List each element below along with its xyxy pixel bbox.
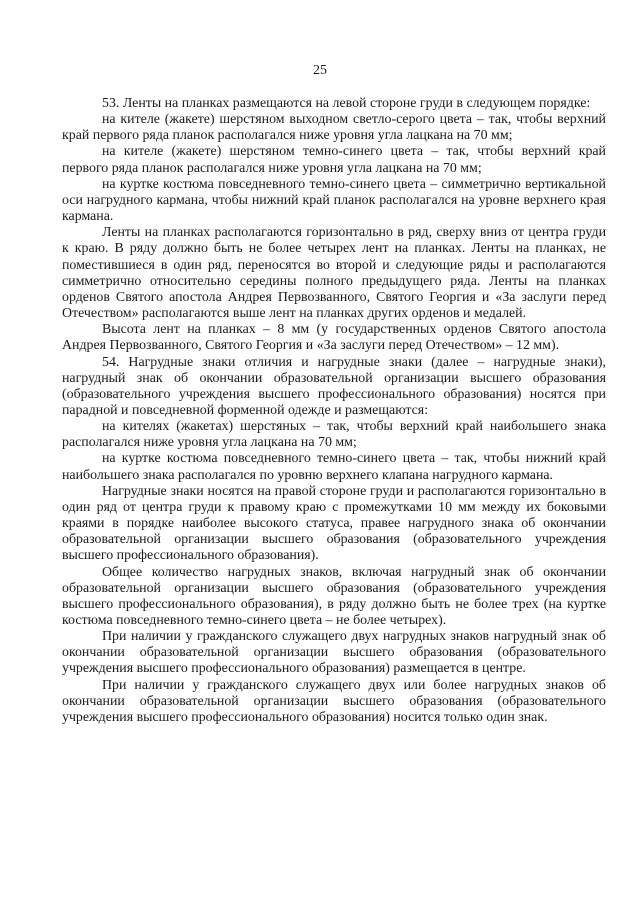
paragraph-dark-blue-jacket: на кителе (жакете) шерстяном темно-синего цвета – так, чтобы верхний край первого ряда планок располагался ниже уровня угла лацкана на 70 мм; <box>62 144 606 176</box>
paragraph-multiple-diploma-badges: При наличии у гражданского служащего двух или более нагрудных знаков об окончании образовательной организации высшего образования (образовательного учреждения высшего профессионального образования) носится только один знак. <box>62 677 606 725</box>
page-number: 25 <box>313 63 327 78</box>
paragraph-badges-count: Общее количество нагрудных знаков, включая нагрудный знак об окончании образовательной организации высшего образования (образовательного учреждения высшего профессионального образования), в ряду должно быть не более трех (на куртке костюма повседневного темно-синего цвета – не более четырех). <box>62 564 606 628</box>
paragraph-badges-placement: Нагрудные знаки носятся на правой стороне груди и располагаются горизонтально в один ряд от центра груди к правому краю с промежутками 10 мм между их боковыми краями в порядке наиболее высокого статуса, правее нагрудного знака об окончании образовательной организации высшего образования (образовательного учреждения высшего профессионального образования). <box>62 483 606 564</box>
paragraph-54-intro: 54. Нагрудные знаки отличия и нагрудные знаки (далее – нагрудные знаки), нагрудный знак об окончании образовательной организации высшего образования (образовательного учреждения высшего профессионального образования) носятся при парадной и повседневной форменной одежде и размещаются: <box>62 354 606 418</box>
paragraph-two-badges: При наличии у гражданского служащего двух нагрудных знаков нагрудный знак об окончании образовательной организации высшего образования (образовательного учреждения высшего профессионального образования) размещается в центре. <box>62 629 606 677</box>
paragraph-ribbon-rows: Ленты на планках располагаются горизонтально в ряд, сверху вниз от центра груди к краю. В ряду должно быть не более четырех лент на планках. Ленты на планках, не поместившиеся в один ряд, переносятся во второй и следующие ряды и располагаются симметрично относительно середины полного предыдущего ряда. Ленты на планках орденов Святого апостола Андрея Первозванного, Святого Георгия и «За заслуги перед Отечеством» располагаются выше лент на планках других орденов и медалей. <box>62 225 606 322</box>
paragraph-badges-wool-jackets: на кителях (жакетах) шерстяных – так, чтобы верхний край наибольшего знака располагался ниже уровня угла лацкана на 70 мм; <box>62 419 606 451</box>
paragraph-casual-jacket: на куртке костюма повседневного темно-синего цвета – симметрично вертикальной оси нагрудного кармана, чтобы нижний край планок располагался на уровне верхнего края кармана. <box>62 176 606 225</box>
paragraph-badges-casual-jacket: на куртке костюма повседневного темно-синего цвета – так, чтобы нижний край наибольшего знака располагался по уровню верхнего клапана нагрудного кармана. <box>62 451 606 483</box>
paragraph-ribbon-height: Высота лент на планках – 8 мм (у государственных орденов Святого апостола Андрея Первозванного, Святого Георгия и «За заслуги перед Отечеством» – 12 мм). <box>62 322 606 354</box>
document-body <box>62 96 606 726</box>
paragraph-light-grey-jacket: на кителе (жакете) шерстяном выходном светло-серого цвета – так, чтобы верхний край первого ряда планок располагался ниже уровня угла лацкана на 70 мм; <box>62 112 606 144</box>
paragraph-53-intro: 53. Ленты на планках размещаются на левой стороне груди в следующем порядке: <box>102 96 591 111</box>
